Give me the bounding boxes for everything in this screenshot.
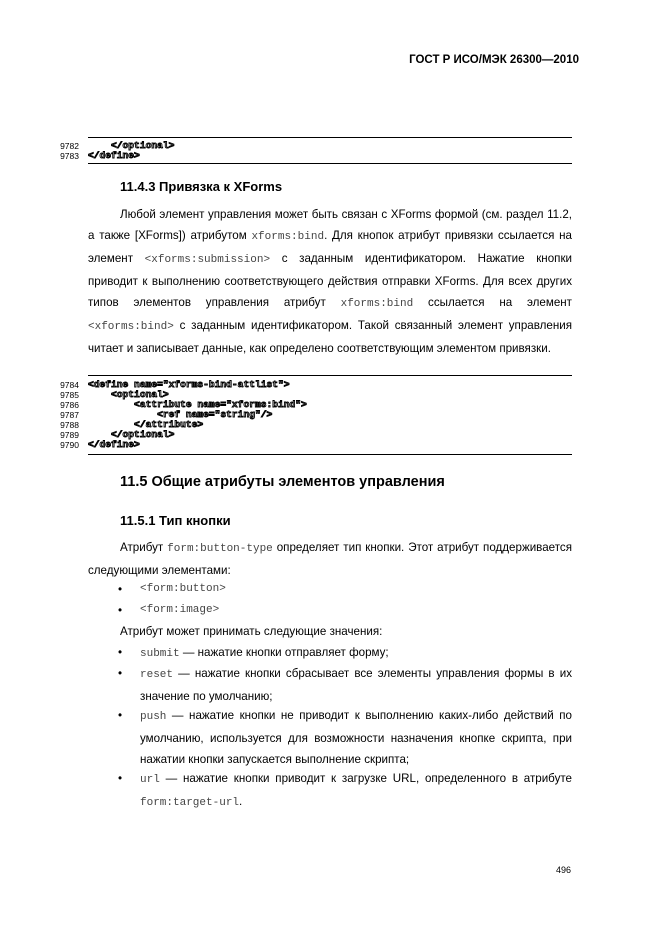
code-line: </define> [88, 439, 140, 450]
line-number: 9785 [60, 390, 79, 400]
code-line: <define name="xforms-bind-attlist"> [88, 379, 290, 390]
code-line: </optional> [88, 140, 175, 151]
section-heading-11-5: 11.5 Общие атрибуты элементов управления [120, 474, 445, 490]
code-line: <optional> [88, 389, 169, 400]
line-number: 9788 [60, 420, 79, 430]
line-number: 9783 [60, 151, 79, 161]
line-number: 9786 [60, 400, 79, 410]
code-line: </optional> [88, 429, 175, 440]
code-line: <attribute name="xforms:bind"> [88, 399, 307, 410]
document-header: ГОСТ Р ИСО/МЭК 26300—2010 [409, 54, 579, 66]
line-number: 9787 [60, 410, 79, 420]
line-number: 9790 [60, 440, 79, 450]
section-heading-11-4-3: 11.4.3 Привязка к XForms [120, 179, 283, 194]
paragraph-xforms-binding: Любой элемент управления может быть связан с XForms формой (см. раздел 11.2, а также [XForms]) атрибутом xforms:bind. Для кнопок атрибут привязки ссылается на элемент <xforms:submission> с заданным идентификатором. Нажатие кнопки приводит к выполнению соответствующего действия отправки XForms. Для всех других типов элементов управления атрибут xforms:bind ссылается на элемент <xforms:bind> с заданным идентификатором. Такой связанный элемент управления читает и записывает данные, как определено соответствующим элементом привязки. [88, 208, 572, 355]
code-rule-top [88, 375, 572, 376]
paragraph-button-type: Атрибут form:button-type определяет тип кнопки. Этот атрибут поддерживается следующими элементами: [88, 541, 572, 577]
line-number: 9784 [60, 380, 79, 390]
code-rule-bottom [88, 163, 572, 164]
code-rule-top [88, 137, 572, 138]
code-line: </attribute> [88, 419, 204, 430]
paragraph-values-intro: Атрибут может принимать следующие значения: [120, 625, 383, 638]
code-line: <ref name="string"/> [88, 409, 273, 420]
page-number: 496 [555, 865, 571, 875]
line-number: 9789 [60, 430, 79, 440]
line-number: 9782 [60, 141, 79, 151]
code-rule-bottom [88, 454, 572, 455]
code-line: </define> [88, 150, 140, 161]
section-heading-11-5-1: 11.5.1 Тип кнопки [120, 513, 231, 528]
